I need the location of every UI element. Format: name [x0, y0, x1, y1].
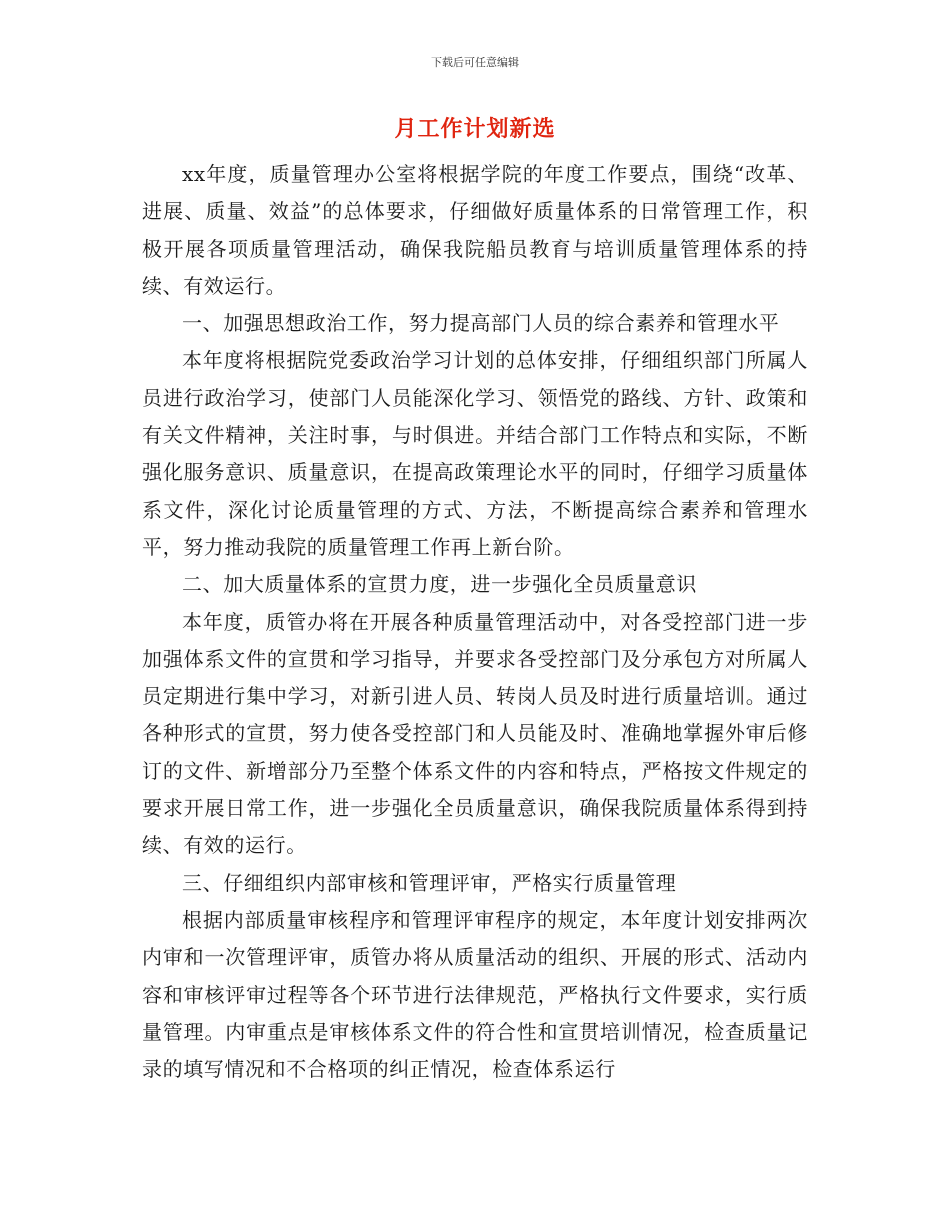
section-heading-3: 三、仔细组织内部审核和管理评审，严格实行质量管理	[182, 870, 677, 895]
section-paragraph-2: 本年度，质管办将在开展各种质量管理活动中，对各受控部门进一步加强体系文件的宣贯和学习指导，并要求各受控部门及分承包方对所属人员定期进行集中学习，对新引进人员、转岗人员及时进行质量培训。通过各种形式的宣贯，努力使各受控部门和人员能及时、准确地掌握外审后修订的文件、新增部分乃至整个体系文件的内容和特点，严格按文件规定的要求开展日常工作，进一步强化全员质量意识，确保我院质量体系得到持续、有效的运行。	[142, 609, 808, 858]
document-body	[142, 156, 808, 1088]
section-paragraph-3: 根据内部质量审核程序和管理评审程序的规定，本年度计划安排两次内审和一次管理评审，质管办将从质量活动的组织、开展的形式、活动内容和审核评审过程等各个环节进行法律规范，严格执行文件要求，实行质量管理。内审重点是审核体系文件的符合性和宣贯培训情况，检查质量记录的填写情况和不合格项的纠正情况，检查体系运行	[142, 907, 808, 1082]
section-heading-1: 一、加强思想政治工作，努力提高部门人员的综合素养和管理水平	[182, 311, 780, 336]
section-heading-2: 二、加大质量体系的宣贯力度，进一步强化全员质量意识	[182, 572, 697, 597]
section-paragraph-1: 本年度将根据院党委政治学习计划的总体安排，仔细组织部门所属人员进行政治学习，使部门人员能深化学习、领悟党的路线、方针、政策和有关文件精神，关注时事，与时俱进。并结合部门工作特点和实际，不断强化服务意识、质量意识，在提高政策理论水平的同时，仔细学习质量体系文件，深化讨论质量管理的方式、方法，不断提高综合素养和管理水平，努力推动我院的质量管理工作再上新台阶。	[142, 348, 808, 559]
header-note: 下载后可任意编辑	[431, 56, 519, 69]
document-title: 月工作计划新选	[394, 117, 556, 142]
intro-paragraph: xx年度，质量管理办公室将根据学院的年度工作要点，围绕“改革、进展、质量、效益”的总体要求，仔细做好质量体系的日常管理工作，积极开展各项质量管理活动，确保我院船员教育与培训质量管理体系的持续、有效运行。	[142, 162, 808, 298]
